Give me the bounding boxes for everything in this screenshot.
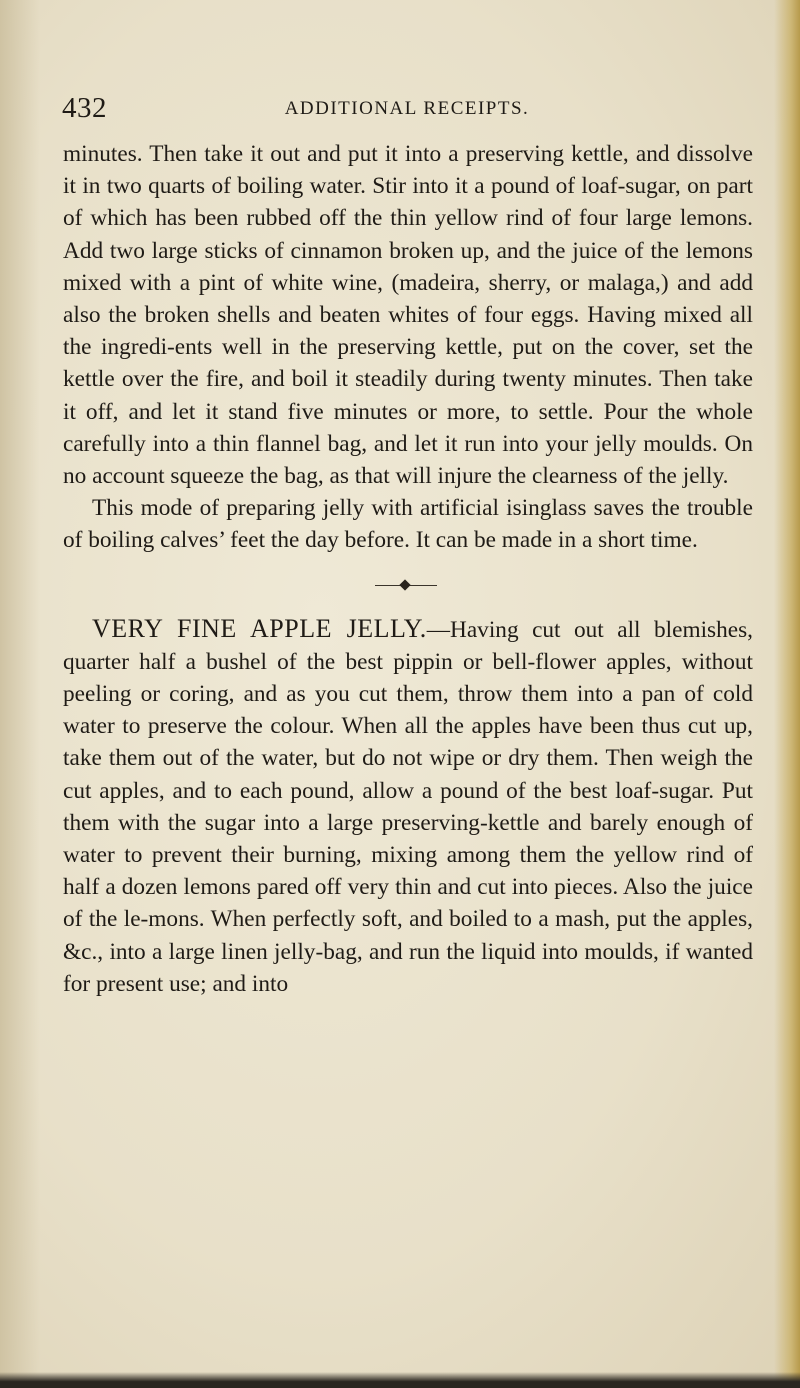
page-bottom-edge — [0, 1372, 800, 1388]
diamond-ornament-icon — [399, 579, 410, 590]
page-number: 432 — [62, 92, 107, 124]
body-text — [63, 138, 753, 1000]
page-left-shadow — [0, 0, 40, 1388]
section-ornament — [63, 557, 753, 613]
page-header — [62, 92, 752, 132]
recipe-title: VERY FINE APPLE JELLY. — [92, 613, 427, 643]
page-right-edge-stain — [774, 0, 800, 1388]
paragraph-isinglass-note: This mode of preparing jelly with artificial isinglass saves the trouble of boiling calves’ feet the day before. It can be made in a short time. — [63, 495, 753, 554]
recipe-body: —Having cut out all blemishes, quarter half a bushel of the best pippin or bell-flower apples, without peeling or coring, and as you cut them, throw them into a pan of cold water to preserve the colour. When all the apples have been thus cut up, take them out of the water, but do not wipe or dry them. Then weigh the cut apples, and to each pound, allow a pound of the best loaf-sugar. Put them with the sugar into a large preserving-kettle and barely enough of water to prevent their burning, mixing among them the yellow rind of half a dozen lemons pared off very thin and cut into pieces. Also the juice of the le-mons. When perfectly soft, and boiled to a mash, put the apples, &c., into a large linen jelly-bag, and run the liquid into moulds, if wanted for present use; and into — [63, 616, 754, 997]
paragraph-continued: minutes. Then take it out and put it into a preserving kettle, and dissolve it in two quarts of boiling water. Stir into it a pound of loaf-sugar, on part of which has been rubbed off the thin yellow rind of four large lemons. Add two large sticks of cinnamon broken up, and the juice of the lemons mixed with a pint of white wine, (madeira, sherry, or malaga,) and add also the broken shells and beaten whites of four eggs. Having mixed all the ingredi-ents well in the preserving kettle, put on the cover, set the kettle over the fire, and boil it steadily during twenty minutes. Then take it off, and let it stand five minutes or more, to settle. Pour the whole carefully into a thin flannel bag, and let it run into your jelly moulds. On no account squeeze the bag, as that will injure the clearness of the jelly. — [63, 141, 753, 490]
recipe-apple-jelly — [63, 613, 753, 1000]
running-head: ADDITIONAL RECEIPTS. — [284, 98, 530, 119]
